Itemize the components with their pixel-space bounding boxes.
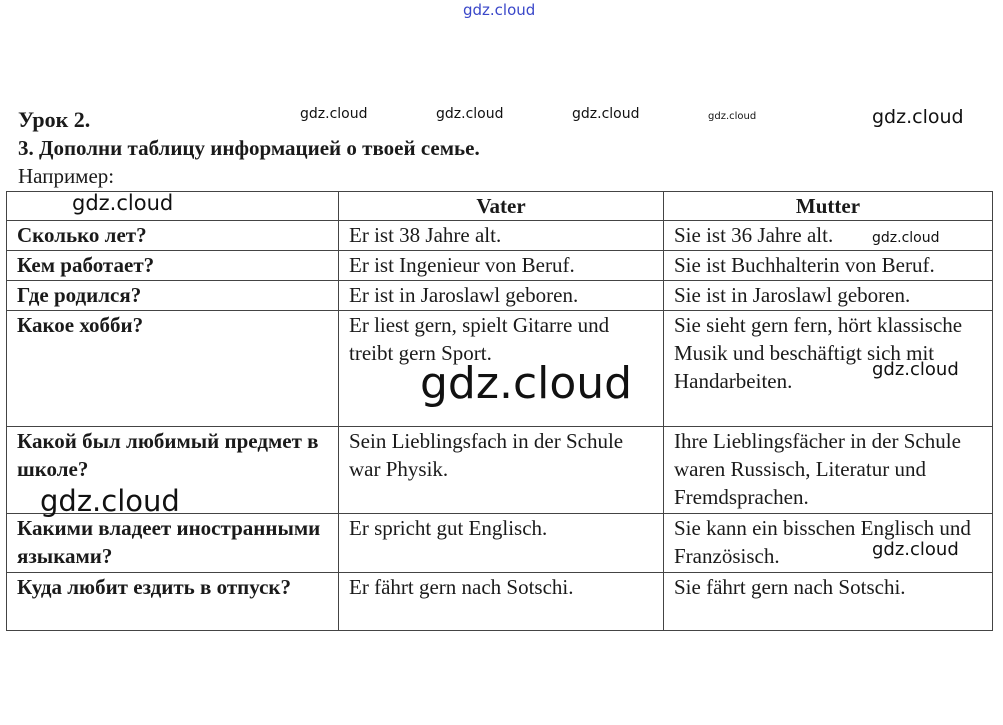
watermark: gdz.cloud: [436, 106, 504, 122]
watermark: gdz.cloud: [420, 358, 633, 409]
watermark: gdz.cloud: [872, 106, 964, 128]
watermark: gdz.cloud: [872, 230, 940, 246]
header-cell-mutter: Mutter: [664, 192, 993, 221]
watermark: gdz.cloud: [300, 106, 368, 122]
question-cell: Куда любит ездить в отпуск?: [7, 573, 339, 631]
example-label: Например:: [18, 164, 115, 188]
watermark: gdz.cloud: [872, 359, 959, 380]
watermark: gdz.cloud: [572, 106, 640, 122]
mutter-cell: Sie sieht gern fern, hört klassische Musik und beschäftigt sich mit Handarbeiten.: [664, 311, 993, 427]
watermark: gdz.cloud: [708, 111, 757, 122]
table-row: [7, 281, 993, 311]
vater-cell: Er liest gern, spielt Gitarre und treibt gern Sport.: [339, 311, 664, 427]
header-cell-vater: Vater: [339, 192, 664, 221]
vater-cell: Er spricht gut Englisch.: [339, 514, 664, 573]
table-row: [7, 573, 993, 631]
question-cell: Какое хобби?: [7, 311, 339, 427]
mutter-cell: Sie ist Buchhalterin von Beruf.: [664, 251, 993, 281]
vater-cell: Sein Lieblingsfach in der Schule war Physik.: [339, 427, 664, 514]
watermark: gdz.cloud: [40, 484, 180, 518]
lesson-title: Урок 2.: [18, 107, 91, 132]
table-row: [7, 221, 993, 251]
question-cell: Какой был любимый предмет в школе?: [7, 427, 339, 514]
question-cell: Сколько лет?: [7, 221, 339, 251]
mutter-cell: Sie ist in Jaroslawl geboren.: [664, 281, 993, 311]
mutter-cell: Sie fährt gern nach Sotschi.: [664, 573, 993, 631]
question-cell: Где родился?: [7, 281, 339, 311]
vater-cell: Er fährt gern nach Sotschi.: [339, 573, 664, 631]
family-info-table: [6, 191, 993, 631]
watermark: gdz.cloud: [463, 1, 536, 19]
mutter-cell: Sie ist 36 Jahre alt.: [664, 221, 993, 251]
question-cell: Кем работает?: [7, 251, 339, 281]
watermark: gdz.cloud: [872, 539, 959, 560]
task-instruction: 3. Дополни таблицу информацией о твоей семье.: [18, 136, 480, 160]
vater-cell: Er ist in Jaroslawl geboren.: [339, 281, 664, 311]
table-row: [7, 251, 993, 281]
mutter-cell: Ihre Lieblingsfächer in der Schule waren Russisch, Literatur und Fremdsprachen.: [664, 427, 993, 514]
watermark: gdz.cloud: [72, 191, 174, 215]
vater-cell: Er ist 38 Jahre alt.: [339, 221, 664, 251]
table-row: [7, 514, 993, 573]
question-cell: Какими владеет иностранными языками?: [7, 514, 339, 573]
vater-cell: Er ist Ingenieur von Beruf.: [339, 251, 664, 281]
mutter-cell: Sie kann ein bisschen Englisch und Französisch.: [664, 514, 993, 573]
